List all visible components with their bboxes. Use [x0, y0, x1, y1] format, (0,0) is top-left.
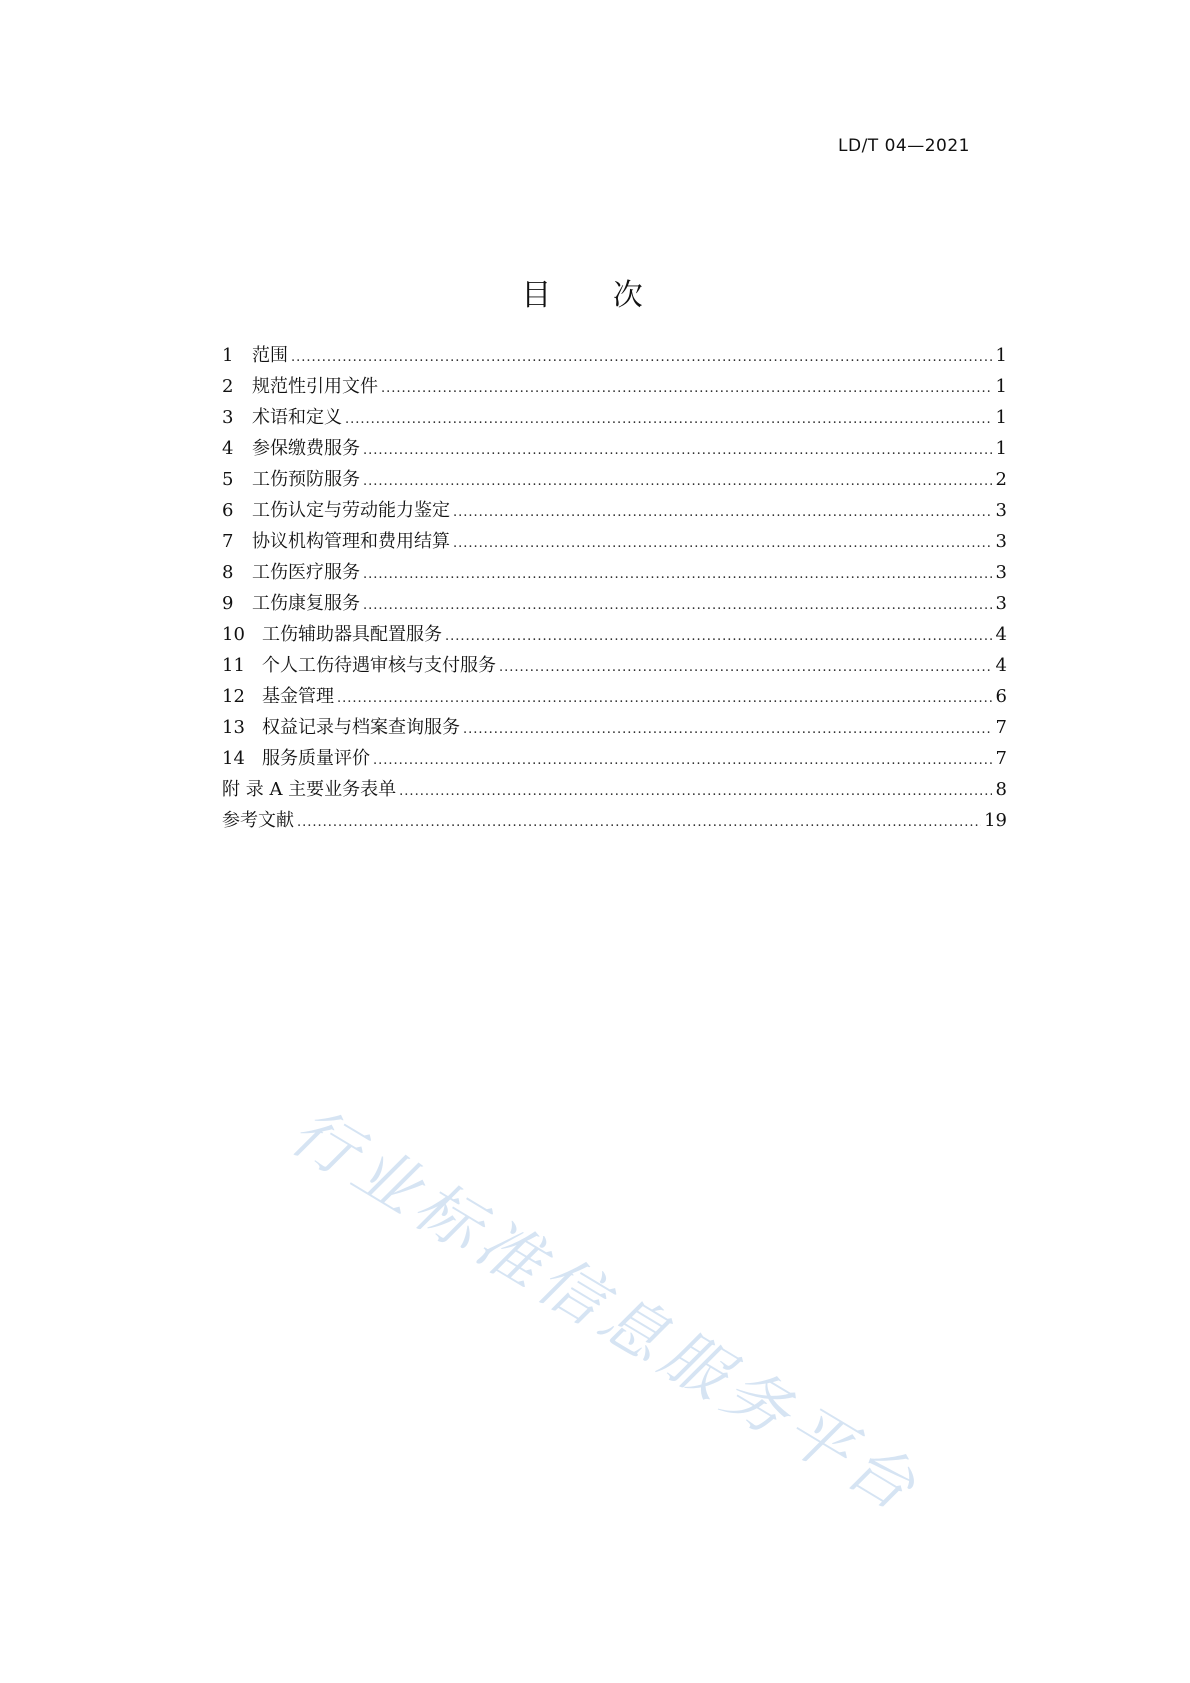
toc-entry-title: 权益记录与档案查询服务 [262, 717, 460, 738]
toc-dot-leader [363, 433, 992, 466]
toc-entry-title: 工伤辅助器具配置服务 [262, 624, 442, 645]
toc-entry-number: 5 [222, 469, 234, 490]
toc-entry-page: 1 [995, 407, 1007, 428]
toc-entry-title: 参保缴费服务 [252, 438, 360, 459]
toc-entry-title: 基金管理 [262, 686, 334, 707]
toc-entry-title: 附 录 A 主要业务表单 [222, 779, 397, 800]
toc-entry-page: 7 [995, 717, 1007, 738]
toc-dot-leader [363, 557, 992, 590]
toc-entry-page: 6 [995, 686, 1007, 707]
toc-dot-leader [297, 805, 981, 838]
toc-entry-title: 个人工伤待遇审核与支付服务 [262, 655, 496, 676]
toc-entry-page: 1 [995, 438, 1007, 459]
toc-dot-leader [453, 526, 992, 559]
toc-entry-page: 3 [995, 562, 1007, 583]
toc-entry[interactable] [222, 340, 1007, 371]
toc-entry-title: 工伤预防服务 [252, 469, 360, 490]
toc-entry-title: 参考文献 [222, 810, 294, 831]
toc-entry-title: 工伤认定与劳动能力鉴定 [252, 500, 450, 521]
toc-entry[interactable] [222, 619, 1007, 650]
toc-dot-leader [363, 588, 992, 621]
toc-dot-leader [453, 495, 992, 528]
toc-entry[interactable] [222, 464, 1007, 495]
toc-entry[interactable] [222, 774, 1007, 805]
toc-entry-number: 7 [222, 531, 234, 552]
toc-entry-title: 协议机构管理和费用结算 [252, 531, 450, 552]
toc-entry-page: 3 [995, 500, 1007, 521]
toc-entry[interactable] [222, 371, 1007, 402]
toc-dot-leader [463, 712, 992, 745]
toc-entry-number: 3 [222, 407, 234, 428]
toc-entry-number: 8 [222, 562, 234, 583]
toc-entry[interactable] [222, 650, 1007, 681]
toc-entry[interactable] [222, 495, 1007, 526]
toc-dot-leader [445, 619, 992, 652]
watermark: 行业标准信息服务平台 [277, 1094, 934, 1529]
toc-dot-leader [399, 774, 992, 807]
toc-entry-number: 4 [222, 438, 234, 459]
toc-entry-title: 工伤康复服务 [252, 593, 360, 614]
toc-entry-page: 1 [995, 376, 1007, 397]
toc-dot-leader [373, 743, 992, 776]
toc-entry-title: 术语和定义 [252, 407, 342, 428]
toc-entry[interactable] [222, 588, 1007, 619]
toc-entry-page: 4 [995, 624, 1007, 645]
toc-entry[interactable] [222, 712, 1007, 743]
toc-entry[interactable] [222, 681, 1007, 712]
toc-entry[interactable] [222, 805, 1007, 836]
toc-entry-page: 3 [995, 531, 1007, 552]
page-title: 目 次 [521, 278, 669, 313]
toc-entry[interactable] [222, 557, 1007, 588]
toc-entry-title: 规范性引用文件 [252, 376, 378, 397]
toc-entry[interactable] [222, 433, 1007, 464]
toc-entry-number: 6 [222, 500, 234, 521]
toc-entry-title: 工伤医疗服务 [252, 562, 360, 583]
toc-entry-page: 3 [995, 593, 1007, 614]
toc-entry-page: 19 [984, 810, 1007, 831]
toc-entry-page: 7 [995, 748, 1007, 769]
toc-entry-number: 1 [222, 345, 234, 366]
toc-entry[interactable] [222, 526, 1007, 557]
toc-entry-title: 范围 [252, 345, 288, 366]
toc-entry-page: 2 [995, 469, 1007, 490]
standard-code: LD/T 04—2021 [838, 136, 970, 156]
toc-entry-number: 11 [222, 655, 245, 676]
toc-dot-leader [291, 340, 992, 373]
toc-entry-page: 1 [995, 345, 1007, 366]
toc-entry-number: 14 [222, 748, 245, 769]
toc-entry-number: 9 [222, 593, 234, 614]
toc-entry-number: 13 [222, 717, 245, 738]
table-of-contents [222, 340, 1007, 836]
toc-entry-page: 8 [995, 779, 1007, 800]
toc-entry[interactable] [222, 402, 1007, 433]
toc-dot-leader [381, 371, 992, 404]
toc-entry-number: 2 [222, 376, 234, 397]
toc-entry-page: 4 [995, 655, 1007, 676]
toc-entry-number: 10 [222, 624, 245, 645]
toc-dot-leader [337, 681, 992, 714]
toc-dot-leader [363, 464, 992, 497]
toc-entry[interactable] [222, 743, 1007, 774]
toc-entry-number: 12 [222, 686, 245, 707]
toc-dot-leader [499, 650, 992, 683]
toc-dot-leader [345, 402, 992, 435]
toc-entry-title: 服务质量评价 [262, 748, 370, 769]
